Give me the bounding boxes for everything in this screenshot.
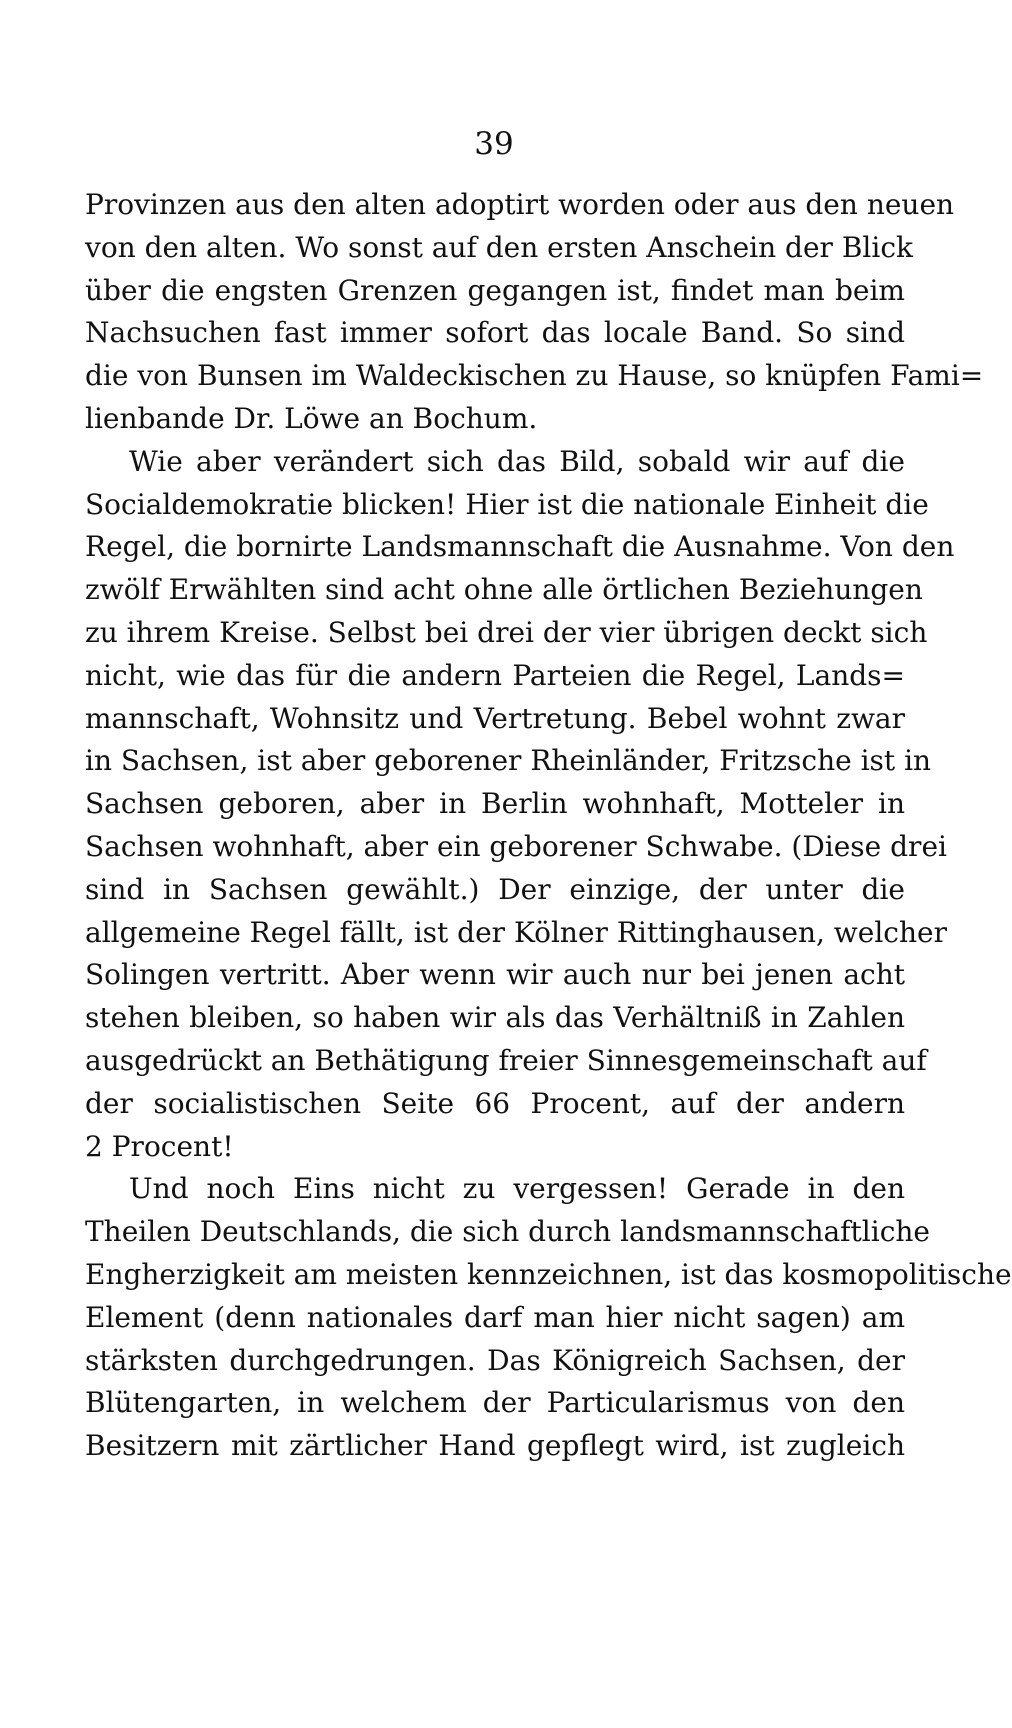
text-line: Blütengarten, in welchem der Particularismus von den [85, 1386, 905, 1420]
text-line: die von Bunsen im Waldeckischen zu Hause, so knüpfen Fami= [85, 359, 984, 393]
page-number: 39 [474, 126, 514, 162]
text-line: Engherzigkeit am meisten kennzeichnen, ist das kosmopolitische [85, 1257, 1012, 1291]
text-line: Theilen Deutschlands, die sich durch landsmannschaftliche [85, 1215, 930, 1249]
text-line: Provinzen aus den alten adoptirt worden oder aus den neuen [85, 188, 955, 221]
text-line: ausgedrückt an Bethätigung freier Sinnesgemeinschaft auf [85, 1043, 927, 1077]
text-line: Und noch Eins nicht zu vergessen! Gerade in den [129, 1172, 905, 1206]
text-line: sind in Sachsen gewählt.) Der einzige, der unter die [85, 872, 905, 906]
text-line: Nachsuchen fast immer sofort das locale Band. So sind [85, 316, 905, 350]
text-line: über die engsten Grenzen gegangen ist, findet man beim [85, 273, 905, 307]
text-line: der socialistischen Seite 66 Procent, auf der andern [85, 1086, 905, 1120]
paragraph-2 [85, 441, 955, 1169]
paragraph-1 [85, 184, 984, 441]
text-line: zwölf Erwählten sind acht ohne alle örtlichen Beziehungen [85, 573, 923, 607]
text-line: von den alten. Wo sonst auf den ersten Anschein der Blick [85, 230, 913, 264]
text-line: allgemeine Regel fällt, ist der Kölner Rittinghausen, welcher [85, 915, 947, 949]
text-line: mannschaft, Wohnsitz und Vertretung. Bebel wohnt zwar [85, 701, 905, 735]
text-line: Regel, die bornirte Landsmannschaft die Ausnahme. Von den [85, 530, 955, 564]
text-line: Element (denn nationales darf man hier nicht sagen) am [85, 1300, 905, 1334]
text-line: nicht, wie das für die andern Parteien die Regel, Lands= [85, 658, 905, 692]
text-line: zu ihrem Kreise. Selbst bei drei der vier übrigen deckt sich [85, 615, 928, 649]
text-line: Sachsen wohnhaft, aber ein geborener Schwabe. (Diese drei [85, 829, 947, 863]
text-line: 2 Procent! [85, 1129, 234, 1163]
text-line: Solingen vertritt. Aber wenn wir auch nur bei jenen acht [85, 958, 905, 992]
text-line: lienbande Dr. Löwe an Bochum. [85, 401, 538, 435]
text-line: stärksten durchgedrungen. Das Königreich Sachsen, der [85, 1343, 905, 1377]
text-line: Wie aber verändert sich das Bild, sobald wir auf die [129, 444, 905, 478]
body-text [85, 184, 1012, 1468]
text-line: Besitzern mit zärtlicher Hand gepflegt wird, ist zugleich [85, 1429, 905, 1463]
text-line: Sachsen geboren, aber in Berlin wohnhaft, Motteler in [85, 787, 905, 821]
text-line: in Sachsen, ist aber geborener Rheinländer, Fritzsche ist in [85, 744, 932, 778]
text-line: stehen bleiben, so haben wir als das Verhältniß in Zahlen [85, 1001, 905, 1035]
text-line: Socialdemokratie blicken! Hier ist die nationale Einheit die [85, 487, 929, 521]
paragraph-3 [85, 1168, 1012, 1468]
